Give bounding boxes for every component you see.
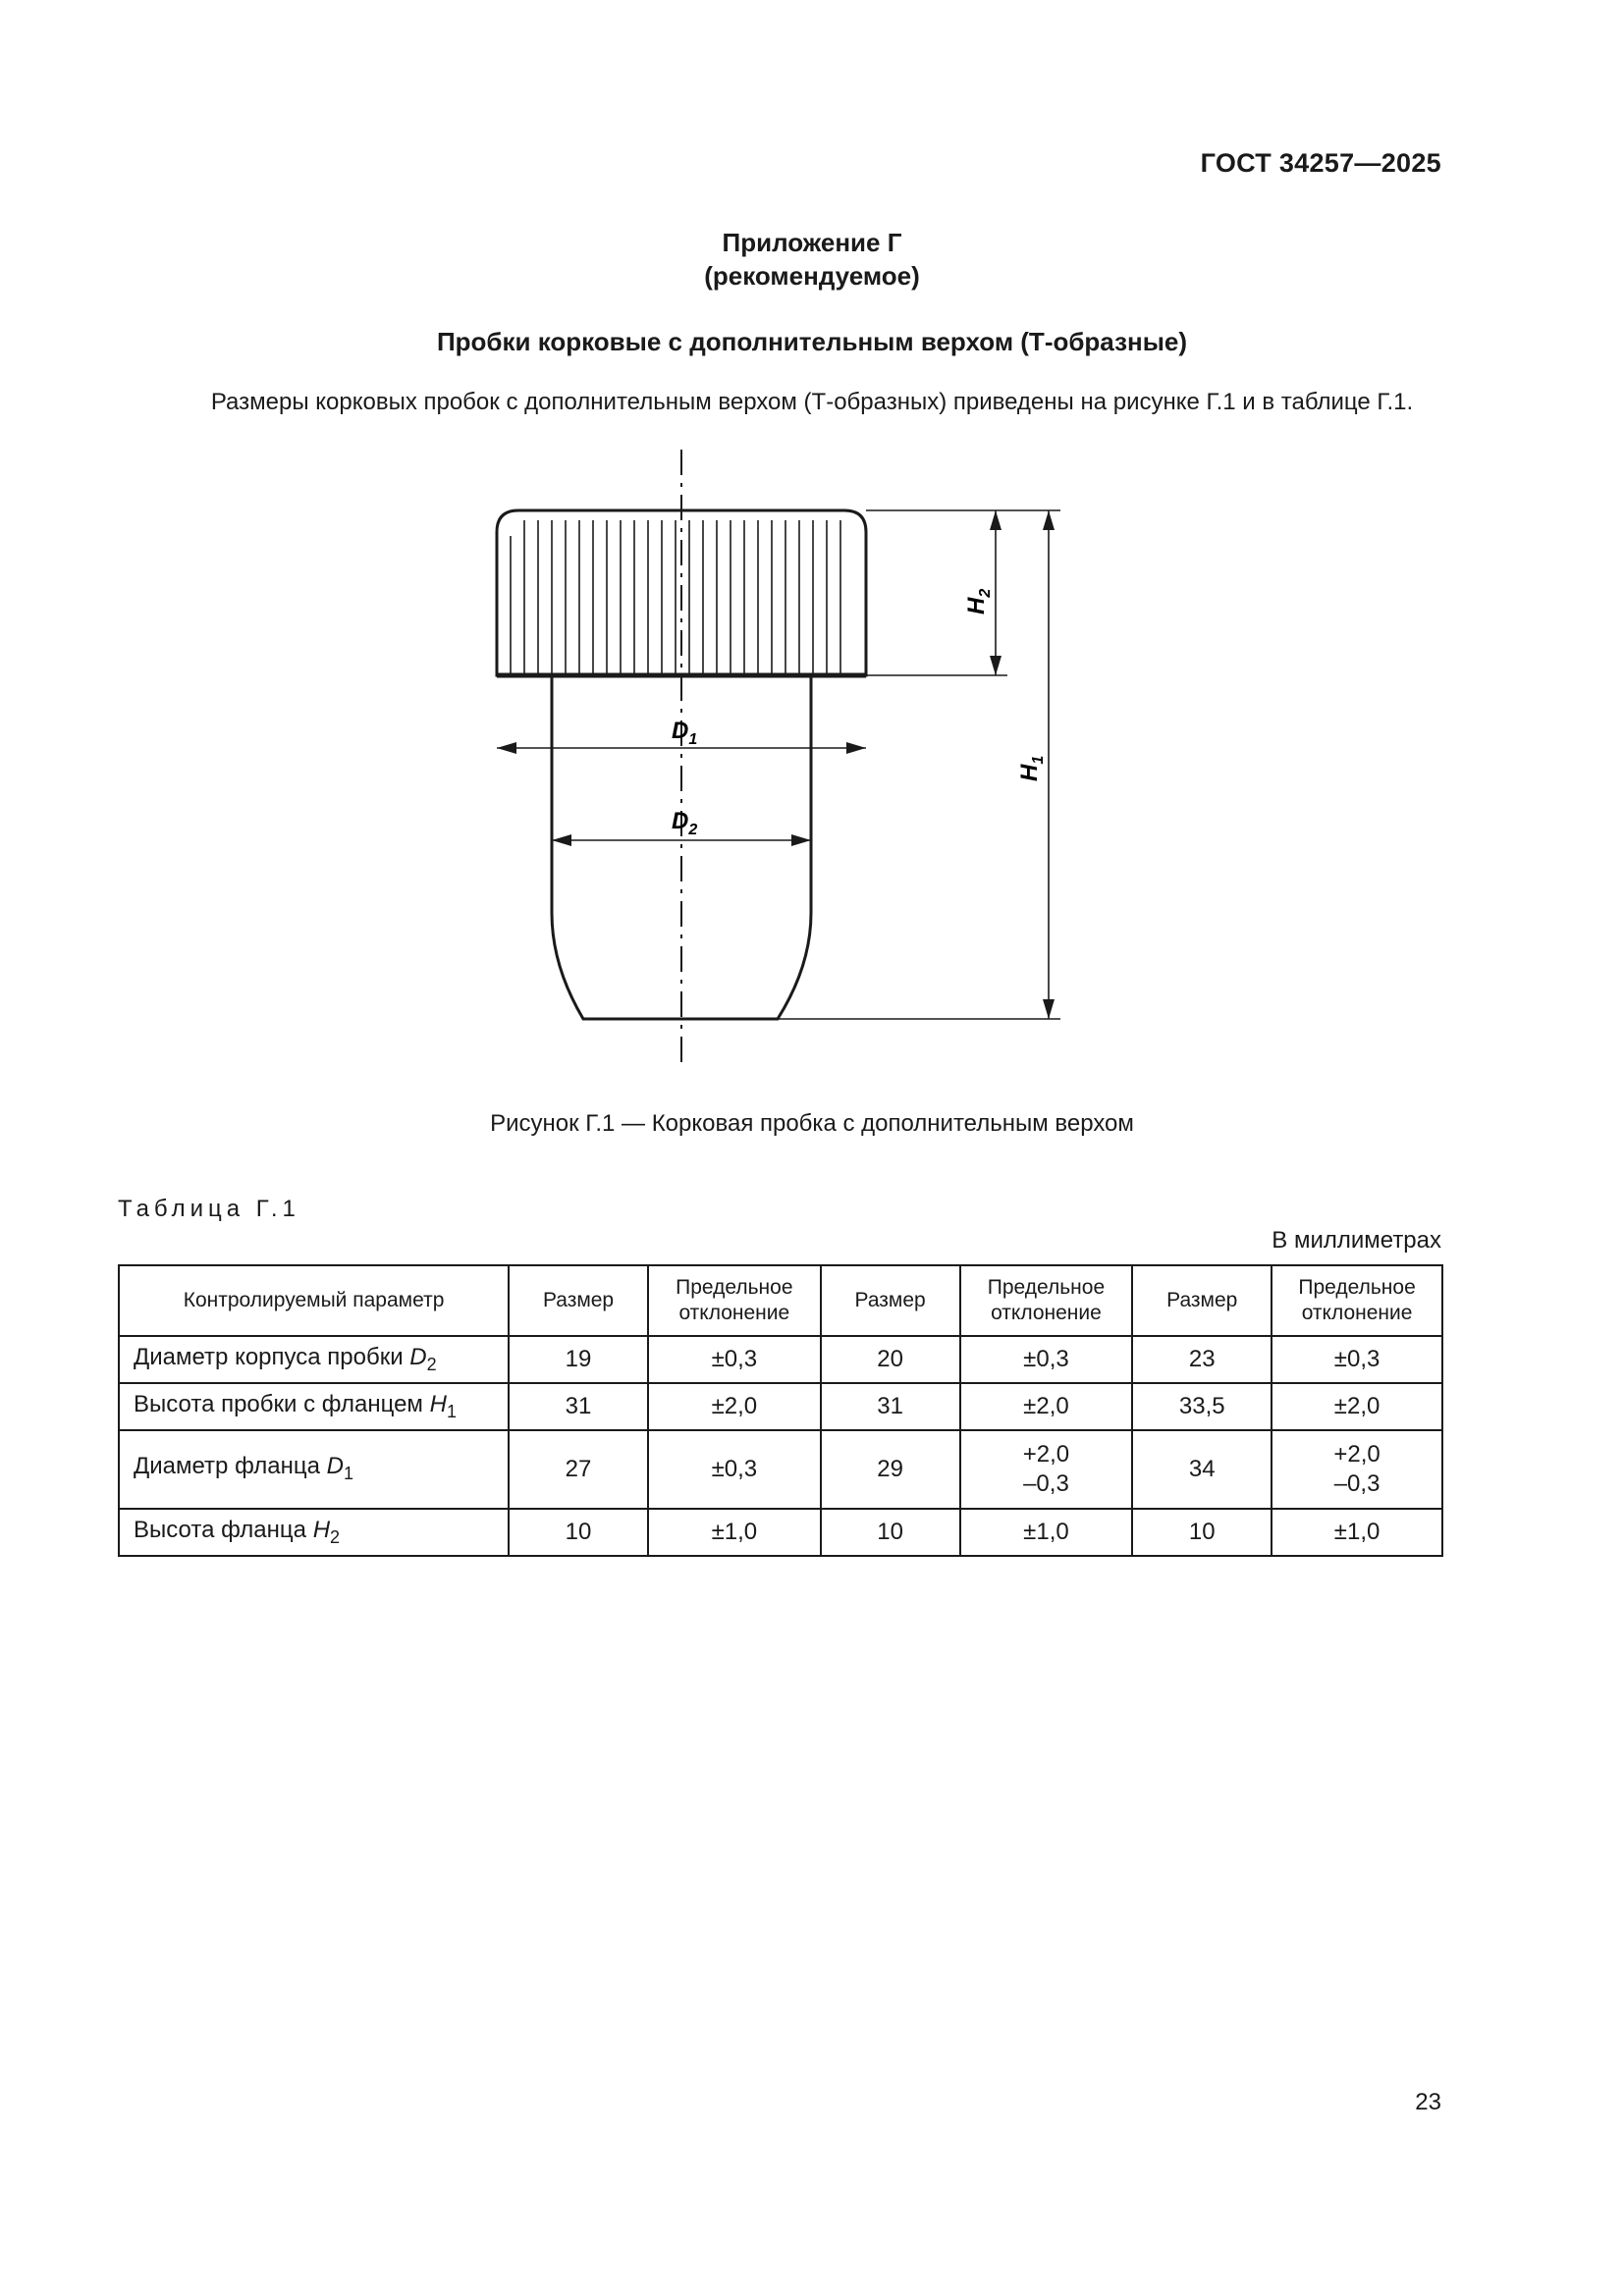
dimensions-table — [118, 1264, 1443, 1557]
h2-arrow-bottom — [990, 656, 1001, 675]
header-tolerance: Предельное отклонение — [1272, 1265, 1442, 1336]
d2-arrow-left — [552, 834, 571, 846]
d1-index: 1 — [688, 731, 698, 748]
annex-subtitle: (рекомендуемое) — [704, 261, 920, 291]
h2-index: 2 — [977, 588, 994, 598]
cell: 19 — [509, 1336, 648, 1383]
row-parameter: Диаметр фланца $D_1$ — [119, 1430, 509, 1509]
d2-label — [672, 808, 697, 838]
page-number: 23 — [1415, 2089, 1441, 2115]
cell: ±0,3 — [648, 1430, 821, 1509]
h1-arrow-top — [1043, 510, 1055, 530]
cell: +2,0 –0,3 — [1272, 1430, 1442, 1509]
header-tolerance: Предельное отклонение — [960, 1265, 1133, 1336]
cell: 10 — [821, 1509, 960, 1556]
cell: ±1,0 — [1272, 1509, 1442, 1556]
cell: 33,5 — [1132, 1383, 1272, 1430]
h2-letter: H — [963, 597, 990, 614]
header-size: Размер — [821, 1265, 960, 1336]
h1-letter: H — [1016, 764, 1043, 781]
cell: ±0,3 — [648, 1336, 821, 1383]
h2-label — [963, 589, 994, 614]
intro-paragraph: Размеры корковых пробок с дополнительным верхом (Т-образных) приведены на рисунке Г.1 и в таблице Г.1. — [210, 389, 1414, 415]
cell: 34 — [1132, 1430, 1272, 1509]
cell: ±2,0 — [1272, 1383, 1442, 1430]
cell: 10 — [509, 1509, 648, 1556]
cell: ±1,0 — [648, 1509, 821, 1556]
row-parameter: Диаметр корпуса пробки $D_2$ — [119, 1336, 509, 1383]
d1-label — [672, 718, 697, 748]
cell: ±1,0 — [960, 1509, 1133, 1556]
cell: 31 — [821, 1383, 960, 1430]
d1-arrow-right — [846, 742, 866, 754]
table-header-row — [119, 1265, 1442, 1336]
d1-letter: D — [672, 718, 689, 744]
header-parameter: Контролируемый параметр — [119, 1265, 509, 1336]
row-parameter: Высота фланца $H_2$ — [119, 1509, 509, 1556]
d1-arrow-left — [497, 742, 516, 754]
annex-title: Приложение Г — [722, 228, 902, 257]
cell: +2,0 –0,3 — [960, 1430, 1133, 1509]
cell: 31 — [509, 1383, 648, 1430]
cell: 20 — [821, 1336, 960, 1383]
header-tolerance: Предельное отклонение — [648, 1265, 821, 1336]
header-size: Размер — [509, 1265, 648, 1336]
cell: 29 — [821, 1430, 960, 1509]
table-label: Таблица Г.1 — [118, 1196, 300, 1222]
section-title: Пробки корковые с дополнительным верхом (Т-образные) — [436, 327, 1188, 356]
cell: 10 — [1132, 1509, 1272, 1556]
table-row — [119, 1336, 1442, 1383]
cap-knurling — [511, 520, 840, 675]
table-row — [119, 1430, 1442, 1509]
d2-index: 2 — [688, 822, 698, 838]
h2-arrow-top — [990, 510, 1001, 530]
h1-label — [1016, 756, 1047, 781]
cell: ±2,0 — [960, 1383, 1133, 1430]
table-units: В миллиметрах — [1272, 1227, 1441, 1254]
cell: 23 — [1132, 1336, 1272, 1383]
header-size: Размер — [1132, 1265, 1272, 1336]
d2-letter: D — [672, 808, 689, 834]
h1-index: 1 — [1030, 755, 1047, 765]
figure-caption: Рисунок Г.1 — Корковая пробка с дополнительным верхом — [490, 1110, 1134, 1137]
cell: 27 — [509, 1430, 648, 1509]
cell: ±0,3 — [1272, 1336, 1442, 1383]
cork-stopper-drawing — [432, 442, 1100, 1080]
h1-arrow-bottom — [1043, 999, 1055, 1019]
row-parameter: Высота пробки с фланцем $H_1$ — [119, 1383, 509, 1430]
d2-arrow-right — [791, 834, 811, 846]
cell: ±2,0 — [648, 1383, 821, 1430]
table-row — [119, 1509, 1442, 1556]
cell: ±0,3 — [960, 1336, 1133, 1383]
table-row — [119, 1383, 1442, 1430]
document-code: ГОСТ 34257—2025 — [1200, 148, 1441, 178]
